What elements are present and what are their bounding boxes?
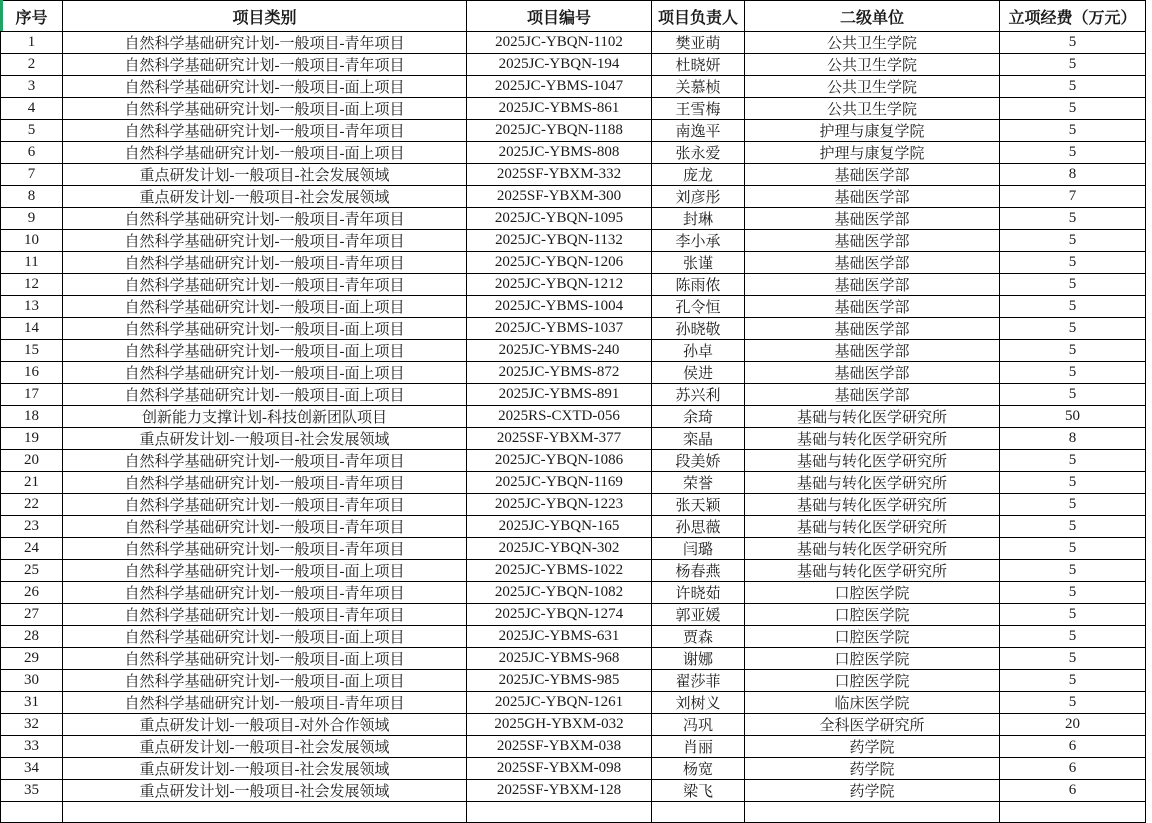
table-row [1, 648, 1146, 670]
cell-fund[interactable]: 5 [1000, 450, 1146, 472]
cell-category[interactable]: 重点研发计划-一般项目-社会发展领域 [63, 164, 467, 186]
cell-code[interactable]: 2025JC-YBMS-1022 [467, 560, 652, 582]
cell-code[interactable]: 2025JC-YBMS-1047 [467, 76, 652, 98]
cell-category[interactable]: 自然科学基础研究计划-一般项目-面上项目 [63, 648, 467, 670]
cell-unit[interactable]: 公共卫生学院 [745, 98, 1000, 120]
cell-leader[interactable]: 闫璐 [652, 538, 745, 560]
cell-category[interactable]: 自然科学基础研究计划-一般项目-青年项目 [63, 450, 467, 472]
cell-code[interactable]: 2025JC-YBQN-1223 [467, 494, 652, 516]
table-row [1, 780, 1146, 802]
cell-code[interactable]: 2025RS-CXTD-056 [467, 406, 652, 428]
cell-unit[interactable]: 基础医学部 [745, 164, 1000, 186]
table-row [1, 274, 1146, 296]
table-row [1, 186, 1146, 208]
cell-code[interactable]: 2025JC-YBQN-1169 [467, 472, 652, 494]
cell-index[interactable]: 19 [1, 428, 63, 450]
cell-leader[interactable]: 段美娇 [652, 450, 745, 472]
cell-code[interactable]: 2025JC-YBMS-891 [467, 384, 652, 406]
cell-index[interactable]: 6 [1, 142, 63, 164]
cell-code[interactable]: 2025JC-YBQN-194 [467, 54, 652, 76]
cell-unit[interactable]: 口腔医学院 [745, 626, 1000, 648]
table-row [1, 428, 1146, 450]
cell-category[interactable]: 自然科学基础研究计划-一般项目-青年项目 [63, 208, 467, 230]
cell-code[interactable]: 2025JC-YBMS-808 [467, 142, 652, 164]
cell-unit[interactable]: 基础医学部 [745, 296, 1000, 318]
cell-fund[interactable]: 6 [1000, 780, 1146, 802]
cell-fund[interactable]: 5 [1000, 384, 1146, 406]
table-row [1, 604, 1146, 626]
cell-category[interactable]: 自然科学基础研究计划-一般项目-面上项目 [63, 142, 467, 164]
cell-category[interactable]: 自然科学基础研究计划-一般项目-青年项目 [63, 120, 467, 142]
cell-code[interactable]: 2025JC-YBMS-968 [467, 648, 652, 670]
cell-code[interactable]: 2025SF-YBXM-098 [467, 758, 652, 780]
table-row [1, 494, 1146, 516]
cell-index[interactable]: 7 [1, 164, 63, 186]
cell-index[interactable]: 24 [1, 538, 63, 560]
cell-leader[interactable] [652, 802, 745, 823]
cell-leader[interactable]: 陈雨侬 [652, 274, 745, 296]
cell-fund[interactable]: 5 [1000, 472, 1146, 494]
cell-code[interactable]: 2025JC-YBQN-1102 [467, 32, 652, 54]
cell-code[interactable]: 2025JC-YBQN-1212 [467, 274, 652, 296]
table-header [1, 1, 1146, 32]
cell-category[interactable]: 自然科学基础研究计划-一般项目-青年项目 [63, 604, 467, 626]
cell-fund[interactable]: 5 [1000, 538, 1146, 560]
table-row [1, 230, 1146, 252]
cell-unit[interactable]: 公共卫生学院 [745, 32, 1000, 54]
cell-index[interactable]: 29 [1, 648, 63, 670]
cell-index[interactable]: 25 [1, 560, 63, 582]
cell-leader[interactable]: 苏兴利 [652, 384, 745, 406]
cell-leader[interactable]: 庞龙 [652, 164, 745, 186]
cell-index[interactable]: 18 [1, 406, 63, 428]
cell-category[interactable]: 自然科学基础研究计划-一般项目-青年项目 [63, 274, 467, 296]
cell-leader[interactable]: 张永爱 [652, 142, 745, 164]
cell-fund[interactable]: 5 [1000, 626, 1146, 648]
cell-fund[interactable]: 6 [1000, 758, 1146, 780]
cell-index[interactable]: 28 [1, 626, 63, 648]
cell-leader[interactable]: 张天颖 [652, 494, 745, 516]
cell-category[interactable]: 自然科学基础研究计划-一般项目-面上项目 [63, 296, 467, 318]
cell-fund[interactable] [1000, 802, 1146, 823]
cell-fund[interactable]: 5 [1000, 670, 1146, 692]
cell-fund[interactable]: 20 [1000, 714, 1146, 736]
cell-fund[interactable]: 5 [1000, 230, 1146, 252]
cell-unit[interactable]: 基础医学部 [745, 252, 1000, 274]
table-row [1, 714, 1146, 736]
cell-unit[interactable]: 口腔医学院 [745, 604, 1000, 626]
cell-code[interactable]: 2025SF-YBXM-377 [467, 428, 652, 450]
cell-index[interactable]: 5 [1, 120, 63, 142]
cell-unit[interactable]: 药学院 [745, 780, 1000, 802]
cell-category[interactable]: 自然科学基础研究计划-一般项目-青年项目 [63, 516, 467, 538]
cell-leader[interactable]: 王雪梅 [652, 98, 745, 120]
cell-fund[interactable]: 5 [1000, 120, 1146, 142]
cell-category[interactable]: 自然科学基础研究计划-一般项目-青年项目 [63, 230, 467, 252]
cell-fund[interactable]: 5 [1000, 252, 1146, 274]
cell-leader[interactable]: 许晓茹 [652, 582, 745, 604]
cell-category[interactable] [63, 802, 467, 823]
table-row [1, 450, 1146, 472]
cell-fund[interactable]: 8 [1000, 428, 1146, 450]
cell-index[interactable]: 22 [1, 494, 63, 516]
table-row [1, 384, 1146, 406]
cell-index[interactable] [1, 802, 63, 823]
cell-code[interactable]: 2025SF-YBXM-038 [467, 736, 652, 758]
cell-index[interactable]: 34 [1, 758, 63, 780]
table-row [1, 582, 1146, 604]
column-header-index[interactable]: 序号 [1, 1, 63, 32]
cell-code[interactable]: 2025GH-YBXM-032 [467, 714, 652, 736]
cell-category[interactable]: 自然科学基础研究计划-一般项目-青年项目 [63, 538, 467, 560]
cell-code[interactable]: 2025JC-YBMS-985 [467, 670, 652, 692]
cell-code[interactable]: 2025JC-YBQN-1188 [467, 120, 652, 142]
selection-indicator [0, 0, 3, 31]
cell-index[interactable]: 23 [1, 516, 63, 538]
cell-unit[interactable]: 口腔医学院 [745, 582, 1000, 604]
table-row [1, 802, 1146, 823]
table-row [1, 626, 1146, 648]
cell-leader[interactable]: 栾晶 [652, 428, 745, 450]
cell-leader[interactable]: 张谨 [652, 252, 745, 274]
cell-leader[interactable]: 封琳 [652, 208, 745, 230]
table-row [1, 142, 1146, 164]
cell-index[interactable]: 27 [1, 604, 63, 626]
cell-code[interactable]: 2025JC-YBMS-240 [467, 340, 652, 362]
cell-unit[interactable]: 基础医学部 [745, 362, 1000, 384]
cell-index[interactable]: 35 [1, 780, 63, 802]
cell-index[interactable]: 21 [1, 472, 63, 494]
cell-fund[interactable]: 5 [1000, 274, 1146, 296]
cell-unit[interactable]: 护理与康复学院 [745, 142, 1000, 164]
cell-fund[interactable]: 5 [1000, 318, 1146, 340]
cell-unit[interactable]: 公共卫生学院 [745, 76, 1000, 98]
table-row [1, 318, 1146, 340]
cell-category[interactable]: 自然科学基础研究计划-一般项目-面上项目 [63, 560, 467, 582]
cell-leader[interactable]: 杜晓妍 [652, 54, 745, 76]
cell-index[interactable]: 14 [1, 318, 63, 340]
cell-fund[interactable]: 5 [1000, 98, 1146, 120]
table-row [1, 252, 1146, 274]
column-header-fund[interactable]: 立项经费（万元） [1000, 1, 1146, 32]
cell-index[interactable]: 12 [1, 274, 63, 296]
cell-leader[interactable]: 孙思薇 [652, 516, 745, 538]
cell-category[interactable]: 重点研发计划-一般项目-社会发展领域 [63, 186, 467, 208]
cell-leader[interactable]: 孙晓敬 [652, 318, 745, 340]
column-header-category[interactable]: 项目类别 [63, 1, 467, 32]
cell-fund[interactable]: 5 [1000, 362, 1146, 384]
cell-unit[interactable]: 基础医学部 [745, 230, 1000, 252]
cell-fund[interactable]: 6 [1000, 736, 1146, 758]
cell-leader[interactable]: 肖丽 [652, 736, 745, 758]
table-row [1, 758, 1146, 780]
cell-unit[interactable]: 基础与转化医学研究所 [745, 516, 1000, 538]
cell-index[interactable]: 11 [1, 252, 63, 274]
cell-index[interactable]: 26 [1, 582, 63, 604]
cell-category[interactable]: 自然科学基础研究计划-一般项目-面上项目 [63, 76, 467, 98]
cell-unit[interactable]: 基础医学部 [745, 186, 1000, 208]
table-row [1, 692, 1146, 714]
cell-index[interactable]: 30 [1, 670, 63, 692]
cell-unit[interactable]: 基础医学部 [745, 384, 1000, 406]
table-row [1, 516, 1146, 538]
cell-index[interactable]: 13 [1, 296, 63, 318]
table-row [1, 164, 1146, 186]
column-header-leader[interactable]: 项目负责人 [652, 1, 745, 32]
cell-category[interactable]: 自然科学基础研究计划-一般项目-面上项目 [63, 340, 467, 362]
cell-code[interactable]: 2025JC-YBQN-165 [467, 516, 652, 538]
cell-unit[interactable]: 基础医学部 [745, 340, 1000, 362]
cell-category[interactable]: 自然科学基础研究计划-一般项目-面上项目 [63, 318, 467, 340]
cell-leader[interactable]: 余琦 [652, 406, 745, 428]
cell-code[interactable]: 2025JC-YBQN-1086 [467, 450, 652, 472]
cell-fund[interactable]: 5 [1000, 494, 1146, 516]
table-row [1, 208, 1146, 230]
cell-fund[interactable]: 5 [1000, 604, 1146, 626]
cell-fund[interactable]: 5 [1000, 692, 1146, 714]
cell-fund[interactable]: 5 [1000, 340, 1146, 362]
cell-unit[interactable]: 药学院 [745, 736, 1000, 758]
table-row [1, 296, 1146, 318]
cell-fund[interactable]: 5 [1000, 208, 1146, 230]
table-row [1, 472, 1146, 494]
cell-code[interactable]: 2025SF-YBXM-300 [467, 186, 652, 208]
cell-leader[interactable]: 谢娜 [652, 648, 745, 670]
cell-leader[interactable]: 翟莎菲 [652, 670, 745, 692]
cell-leader[interactable]: 侯进 [652, 362, 745, 384]
column-header-unit[interactable]: 二级单位 [745, 1, 1000, 32]
table-row [1, 560, 1146, 582]
cell-category[interactable]: 重点研发计划-一般项目-对外合作领域 [63, 714, 467, 736]
cell-unit[interactable]: 口腔医学院 [745, 648, 1000, 670]
cell-leader[interactable]: 南逸平 [652, 120, 745, 142]
cell-unit[interactable]: 药学院 [745, 758, 1000, 780]
cell-leader[interactable]: 杨宽 [652, 758, 745, 780]
cell-index[interactable]: 16 [1, 362, 63, 384]
table-row [1, 54, 1146, 76]
cell-category[interactable]: 自然科学基础研究计划-一般项目-青年项目 [63, 692, 467, 714]
cell-category[interactable]: 自然科学基础研究计划-一般项目-青年项目 [63, 494, 467, 516]
cell-code[interactable]: 2025JC-YBQN-1095 [467, 208, 652, 230]
cell-index[interactable]: 10 [1, 230, 63, 252]
cell-category[interactable]: 自然科学基础研究计划-一般项目-面上项目 [63, 98, 467, 120]
cell-unit[interactable]: 基础与转化医学研究所 [745, 560, 1000, 582]
cell-fund[interactable]: 5 [1000, 32, 1146, 54]
cell-code[interactable]: 2025JC-YBMS-861 [467, 98, 652, 120]
cell-category[interactable]: 自然科学基础研究计划-一般项目-青年项目 [63, 582, 467, 604]
table-row [1, 120, 1146, 142]
table-row [1, 32, 1146, 54]
cell-leader[interactable]: 孔令恒 [652, 296, 745, 318]
cell-index[interactable]: 3 [1, 76, 63, 98]
cell-category[interactable]: 自然科学基础研究计划-一般项目-青年项目 [63, 54, 467, 76]
table-row [1, 98, 1146, 120]
cell-code[interactable]: 2025JC-YBQN-1132 [467, 230, 652, 252]
cell-unit[interactable]: 护理与康复学院 [745, 120, 1000, 142]
cell-leader[interactable]: 李小承 [652, 230, 745, 252]
cell-category[interactable]: 自然科学基础研究计划-一般项目-青年项目 [63, 32, 467, 54]
cell-index[interactable]: 33 [1, 736, 63, 758]
cell-category[interactable]: 自然科学基础研究计划-一般项目-青年项目 [63, 252, 467, 274]
cell-index[interactable]: 8 [1, 186, 63, 208]
cell-fund[interactable]: 7 [1000, 186, 1146, 208]
cell-leader[interactable]: 贾森 [652, 626, 745, 648]
cell-category[interactable]: 自然科学基础研究计划-一般项目-面上项目 [63, 362, 467, 384]
cell-unit[interactable]: 基础与转化医学研究所 [745, 428, 1000, 450]
cell-leader[interactable]: 杨春燕 [652, 560, 745, 582]
cell-index[interactable]: 4 [1, 98, 63, 120]
cell-index[interactable]: 2 [1, 54, 63, 76]
cell-unit[interactable]: 基础与转化医学研究所 [745, 450, 1000, 472]
column-header-code[interactable]: 项目编号 [467, 1, 652, 32]
cell-index[interactable]: 17 [1, 384, 63, 406]
table-row [1, 340, 1146, 362]
cell-fund[interactable]: 5 [1000, 648, 1146, 670]
cell-index[interactable]: 15 [1, 340, 63, 362]
table-row [1, 736, 1146, 758]
cell-leader[interactable]: 荣誉 [652, 472, 745, 494]
cell-fund[interactable]: 50 [1000, 406, 1146, 428]
cell-index[interactable]: 32 [1, 714, 63, 736]
cell-category[interactable]: 重点研发计划-一般项目-社会发展领域 [63, 428, 467, 450]
cell-leader[interactable]: 冯巩 [652, 714, 745, 736]
cell-code[interactable]: 2025SF-YBXM-128 [467, 780, 652, 802]
cell-category[interactable]: 自然科学基础研究计划-一般项目-面上项目 [63, 384, 467, 406]
cell-fund[interactable]: 5 [1000, 76, 1146, 98]
cell-category[interactable]: 自然科学基础研究计划-一般项目-面上项目 [63, 670, 467, 692]
cell-code[interactable]: 2025JC-YBMS-1004 [467, 296, 652, 318]
header-row [1, 1, 1146, 32]
cell-unit[interactable]: 公共卫生学院 [745, 54, 1000, 76]
cell-leader[interactable]: 刘树义 [652, 692, 745, 714]
table-row [1, 362, 1146, 384]
cell-code[interactable]: 2025JC-YBQN-1274 [467, 604, 652, 626]
cell-code[interactable]: 2025JC-YBMS-631 [467, 626, 652, 648]
cell-fund[interactable]: 5 [1000, 516, 1146, 538]
cell-code[interactable]: 2025JC-YBQN-302 [467, 538, 652, 560]
table-body [1, 32, 1146, 823]
cell-unit[interactable]: 基础医学部 [745, 208, 1000, 230]
cell-category[interactable]: 自然科学基础研究计划-一般项目-面上项目 [63, 626, 467, 648]
cell-code[interactable]: 2025JC-YBMS-872 [467, 362, 652, 384]
cell-category[interactable]: 自然科学基础研究计划-一般项目-青年项目 [63, 472, 467, 494]
cell-unit[interactable]: 基础与转化医学研究所 [745, 406, 1000, 428]
cell-fund[interactable]: 8 [1000, 164, 1146, 186]
table-row [1, 538, 1146, 560]
cell-leader[interactable]: 梁飞 [652, 780, 745, 802]
cell-unit[interactable]: 临床医学院 [745, 692, 1000, 714]
cell-code[interactable]: 2025JC-YBQN-1206 [467, 252, 652, 274]
cell-unit[interactable]: 全科医学研究所 [745, 714, 1000, 736]
cell-fund[interactable]: 5 [1000, 54, 1146, 76]
cell-code[interactable]: 2025JC-YBQN-1261 [467, 692, 652, 714]
cell-category[interactable]: 重点研发计划-一般项目-社会发展领域 [63, 780, 467, 802]
cell-unit[interactable]: 基础与转化医学研究所 [745, 494, 1000, 516]
cell-code[interactable]: 2025JC-YBMS-1037 [467, 318, 652, 340]
cell-code[interactable]: 2025SF-YBXM-332 [467, 164, 652, 186]
cell-unit[interactable]: 基础医学部 [745, 274, 1000, 296]
cell-index[interactable]: 1 [1, 32, 63, 54]
cell-leader[interactable]: 樊亚萌 [652, 32, 745, 54]
cell-category[interactable]: 创新能力支撑计划-科技创新团队项目 [63, 406, 467, 428]
cell-leader[interactable]: 关慕桢 [652, 76, 745, 98]
table-row [1, 406, 1146, 428]
cell-fund[interactable]: 5 [1000, 142, 1146, 164]
cell-leader[interactable]: 刘彦彤 [652, 186, 745, 208]
cell-unit[interactable]: 基础与转化医学研究所 [745, 472, 1000, 494]
cell-unit[interactable]: 口腔医学院 [745, 670, 1000, 692]
table-row [1, 76, 1146, 98]
cell-unit[interactable] [745, 802, 1000, 823]
table-row [1, 670, 1146, 692]
cell-leader[interactable]: 郭亚媛 [652, 604, 745, 626]
cell-leader[interactable]: 孙卓 [652, 340, 745, 362]
cell-category[interactable]: 重点研发计划-一般项目-社会发展领域 [63, 736, 467, 758]
cell-index[interactable]: 31 [1, 692, 63, 714]
cell-unit[interactable]: 基础医学部 [745, 318, 1000, 340]
cell-fund[interactable]: 5 [1000, 560, 1146, 582]
cell-index[interactable]: 20 [1, 450, 63, 472]
cell-category[interactable]: 重点研发计划-一般项目-社会发展领域 [63, 758, 467, 780]
cell-code[interactable] [467, 802, 652, 823]
cell-fund[interactable]: 5 [1000, 296, 1146, 318]
cell-index[interactable]: 9 [1, 208, 63, 230]
cell-code[interactable]: 2025JC-YBQN-1082 [467, 582, 652, 604]
cell-unit[interactable]: 基础与转化医学研究所 [745, 538, 1000, 560]
cell-fund[interactable]: 5 [1000, 582, 1146, 604]
